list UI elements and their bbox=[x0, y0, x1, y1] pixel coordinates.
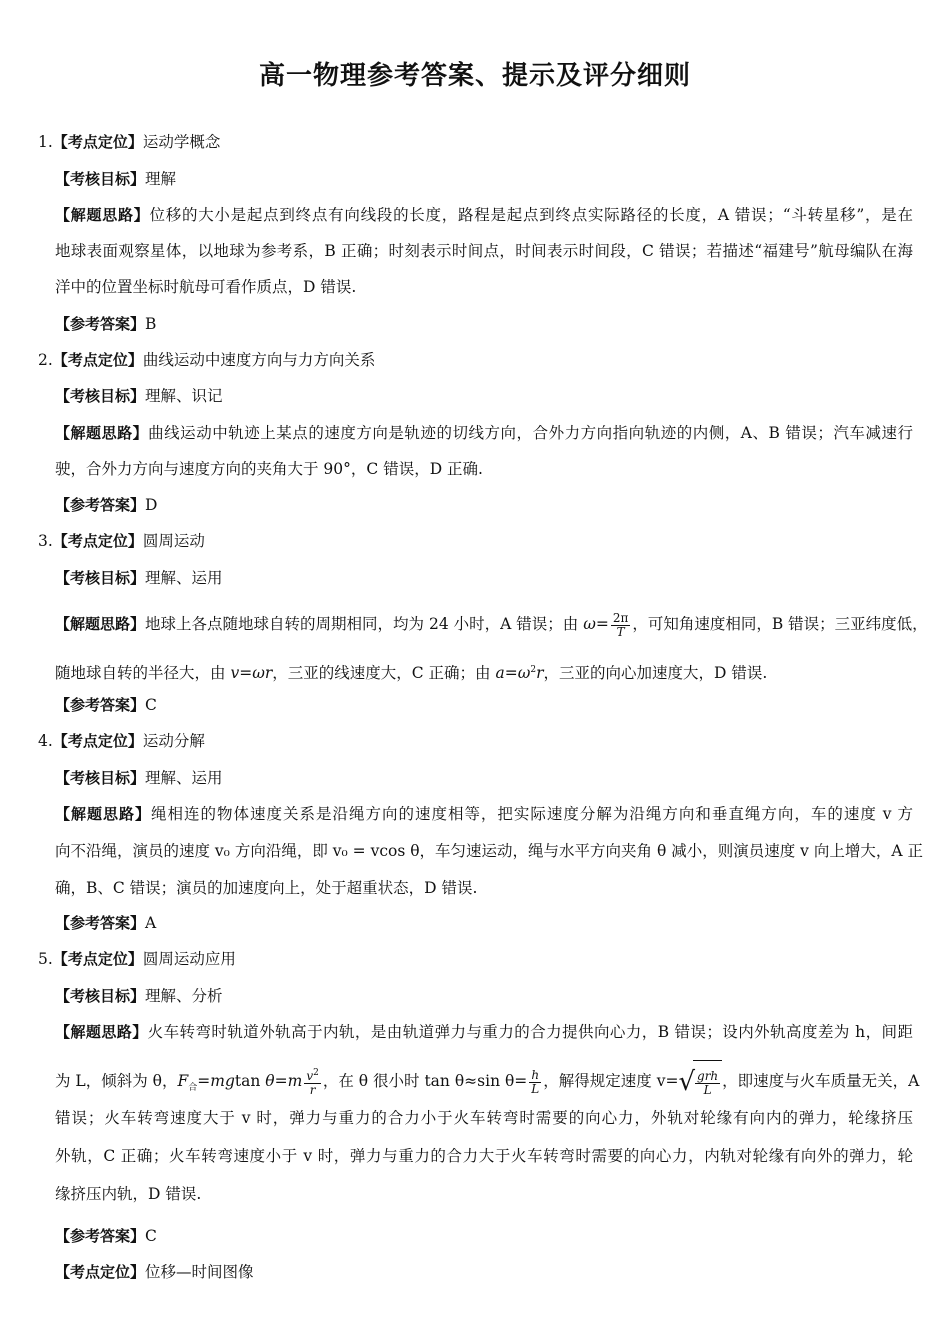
q5-reasoning-line1: 火车转弯时轨道外轨高于内轨，是由轨道弹力与重力的合力提供向心力，B 错误；设内外轨高度差为 h，间距 bbox=[147, 1023, 913, 1041]
q4-answer-row bbox=[55, 912, 156, 934]
q3-reasoning-line2c: ，三亚的向心加速度大，D 错误. bbox=[543, 664, 768, 683]
label-reasoning: 【 解题思路 】 bbox=[55, 1023, 148, 1041]
page-title: 高一物理参考答案、提示及评分细则 bbox=[258, 61, 691, 91]
label-goal: 【 考核目标 】 bbox=[55, 569, 145, 587]
q1-reasoning bbox=[55, 204, 913, 312]
label-answer: 【 参考答案 】 bbox=[55, 496, 145, 514]
q2-goal: 理解、识记 bbox=[145, 387, 223, 405]
q6-point: 位移—时间图像 bbox=[145, 1263, 254, 1281]
fraction-2pi-over-T: $\frac{2\pi}{T}$ bbox=[612, 610, 629, 639]
label-goal: 【 考核目标 】 bbox=[55, 769, 145, 787]
q1-reasoning-line3: 洋中的位置坐标时航母可看作质点，D 错误. bbox=[55, 278, 357, 296]
q3-answer: C bbox=[145, 696, 157, 714]
label-point: 【 考点定位 】 bbox=[55, 1263, 145, 1281]
q5-answer: C bbox=[145, 1227, 157, 1245]
q1-goal: 理解 bbox=[145, 170, 177, 188]
q1-answer-row bbox=[55, 313, 156, 335]
sqrt-grh-over-L: √ $\frac{\text{grh}}{L}$ bbox=[678, 1059, 722, 1105]
q4-answer: A bbox=[145, 914, 157, 932]
label-goal: 【 考核目标 】 bbox=[55, 387, 145, 405]
q3-goal-row bbox=[55, 567, 223, 589]
label-goal: 【 考核目标 】 bbox=[55, 987, 145, 1005]
q4-reasoning-line1: 绳相连的物体速度关系是沿绳方向的速度相等，把实际速度分解为沿绳方向和垂直绳方向，车的速度 v 方 bbox=[151, 805, 913, 823]
q6-point-row bbox=[55, 1261, 254, 1283]
label-answer: 【 参考答案 】 bbox=[55, 315, 145, 333]
q4-reasoning-line3: 确，B、C 错误；演员的加速度向上，处于超重状态，D 错误. bbox=[55, 879, 478, 897]
label-point: 【 考点定位 】 bbox=[53, 532, 143, 550]
q1-answer: B bbox=[145, 315, 157, 333]
q2-reasoning bbox=[55, 422, 913, 494]
omega-formula: ω bbox=[583, 615, 596, 633]
label-point: 【 考点定位 】 bbox=[53, 732, 143, 750]
q2-goal-row bbox=[55, 385, 223, 407]
label-point: 【 考点定位 】 bbox=[53, 950, 143, 968]
label-answer: 【 参考答案 】 bbox=[55, 1227, 145, 1245]
label-answer: 【 参考答案 】 bbox=[55, 914, 145, 932]
q5-answer-row bbox=[55, 1225, 157, 1247]
label-answer: 【 参考答案 】 bbox=[55, 696, 145, 714]
q3-reasoning-line2b: ，三亚的线速度大，C 正确；由 bbox=[272, 664, 496, 683]
q5-point-row bbox=[38, 948, 236, 970]
label-reasoning: 【 解题思路 】 bbox=[55, 206, 149, 224]
q3-point: 圆周运动 bbox=[142, 532, 205, 550]
q3-point-row bbox=[38, 530, 205, 552]
q3-goal: 理解、运用 bbox=[145, 569, 223, 587]
q2-answer: D bbox=[145, 496, 158, 514]
q3-reasoning: 【 解题思路 】 地球上各点随地球自转的周期相同，均为 24 小时，A 错误；由 ω= $\frac{2\pi}{T}$ ，可知角速度相同，B 错误；三亚纬度低， 随地球自转的半径大，由 v=ωr，三亚的线速度大，C 正确；由 $a=\omega^2r$，三亚的向心加速度大，D 错误. bbox=[55, 604, 913, 690]
q2-number: 2. bbox=[38, 351, 53, 369]
q3-answer-row bbox=[55, 694, 157, 716]
q5-reasoning-line2c: ，解得规定速度 v= bbox=[543, 1072, 679, 1090]
q3-number: 3. bbox=[38, 532, 53, 550]
q5-reasoning-line5: 缘挤压内轨，D 错误. bbox=[55, 1185, 202, 1203]
q3-reasoning-line1b: ，可知角速度相同，B 错误；三亚纬度低， bbox=[632, 615, 928, 633]
q2-answer-row bbox=[55, 494, 157, 516]
q5-reasoning-line2b: ，在 θ 很小时 tan θ≈sin θ= bbox=[322, 1072, 528, 1090]
q5-reasoning-line2a: 为 L，倾斜为 θ， bbox=[55, 1072, 178, 1090]
q4-reasoning-line2: 向不沿绳，演员的速度 v₀ 方向沿绳，即 v₀ = vcos θ，车匀速运动，绳与水平方向夹角 θ 减小，则演员速度 v 向上增大，A 正 bbox=[55, 842, 923, 860]
label-point: 【 考点定位 】 bbox=[53, 133, 143, 151]
q1-goal-row bbox=[55, 168, 176, 190]
fraction-v2-over-r: $\frac{v^2}{r}$ bbox=[306, 1068, 319, 1097]
q3-reasoning-line2a: 随地球自转的半径大，由 bbox=[55, 664, 231, 683]
label-point: 【 考点定位 】 bbox=[53, 351, 143, 369]
q5-goal: 理解、分析 bbox=[145, 987, 223, 1005]
q5-reasoning-line2d: ，即速度与火车质量无关，A bbox=[722, 1072, 920, 1090]
q2-reasoning-line1: 曲线运动中轨迹上某点的速度方向是轨迹的切线方向，合外力方向指向轨迹的内侧，A、B 错误；汽车减速行 bbox=[148, 424, 913, 442]
q4-goal: 理解、运用 bbox=[145, 769, 223, 787]
label-reasoning: 【 解题思路 】 bbox=[55, 424, 148, 442]
q1-number: 1. bbox=[38, 133, 53, 151]
q3-reasoning-line1a: 地球上各点随地球自转的周期相同，均为 24 小时，A 错误；由 bbox=[145, 615, 584, 633]
q5-reasoning: 【 解题思路 】 火车转弯时轨道外轨高于内轨，是由轨道弹力与重力的合力提供向心力，B 错误；设内外轨高度差为 h，间距 为 L，倾斜为 θ，$F_合=mgtan$ θ=m $\frac{v^2}{r}$ ，在 θ 很小时 tan θ≈sin θ= $\frac{h}{L}$ ，解得规定速度 v=√ $\frac{\text{grh}}{L}$ ，即速度与火车质量无关，A 错误；火车转弯速度大于 v 时，弹力与重力的合力小于火车转弯时需要的向心力，外轨对轮缘有向内的弹力，轮缘挤压 外轨，C 正确；火车转弯速度小于 v 时，弹力与重力的合力大于火车转弯时需要的向心力，内轨对轮缘有向外的弹力，轮 缘挤压内轨，D 错误. bbox=[55, 1021, 913, 1221]
q1-point-row bbox=[38, 131, 220, 153]
q5-goal-row bbox=[55, 985, 223, 1007]
q4-goal-row bbox=[55, 767, 223, 789]
q2-point-row bbox=[38, 349, 375, 371]
label-reasoning: 【 解题思路 】 bbox=[55, 805, 151, 823]
q5-reasoning-line4: 外轨，C 正确；火车转弯速度小于 v 时，弹力与重力的合力大于火车转弯时需要的向心力，内轨对轮缘有向外的弹力，轮 bbox=[55, 1147, 913, 1165]
q4-point-row bbox=[38, 730, 205, 752]
q5-point: 圆周运动应用 bbox=[142, 950, 236, 968]
q4-reasoning bbox=[55, 803, 923, 914]
label-goal: 【 考核目标 】 bbox=[55, 170, 145, 188]
q1-reasoning-line1: 位移的大小是起点到终点有向线段的长度，路程是起点到终点实际路径的长度，A 错误；“斗转星移”，是在 bbox=[149, 206, 913, 224]
q5-reasoning-line3: 错误；火车转弯速度大于 v 时，弹力与重力的合力小于火车转弯时需要的向心力，外轨对轮缘有向内的弹力，轮缘挤压 bbox=[55, 1109, 913, 1127]
q2-reasoning-line2: 驶，合外力方向与速度方向的夹角大于 90°，C 错误，D 正确. bbox=[55, 460, 483, 478]
q4-number: 4. bbox=[38, 732, 53, 750]
q5-number: 5. bbox=[38, 950, 53, 968]
q4-point: 运动分解 bbox=[142, 732, 205, 750]
q2-point: 曲线运动中速度方向与力方向关系 bbox=[142, 351, 376, 369]
fraction-h-over-L: $\frac{h}{L}$ bbox=[531, 1067, 540, 1096]
q1-reasoning-line2: 地球表面观察星体，以地球为参考系，B 正确；时刻表示时间点，时间表示时间段，C 错误；若描述“福建号”航母编队在海 bbox=[55, 242, 913, 260]
label-reasoning: 【 解题思路 】 bbox=[55, 615, 145, 633]
q1-point: 运动学概念 bbox=[142, 133, 221, 151]
